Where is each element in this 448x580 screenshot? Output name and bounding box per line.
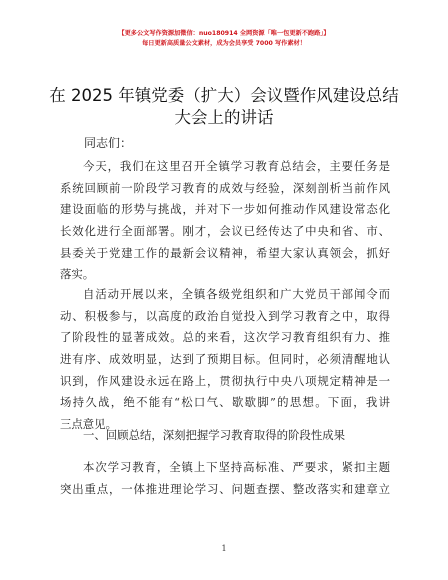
- paragraph-line: 今天，我们在这里召开全镇学习教育总结会，主要任务是: [83, 159, 390, 173]
- section-heading-text: 一、回顾总结，深刻把握学习教育取得的阶段性成果: [83, 428, 345, 442]
- promo-banner-line-1: 【更多公文写作资源加微信：nuo180914 全网资源「唯一包更新不跑路」】: [118, 30, 330, 37]
- document-title-line-1: 在 2025 年镇党委（扩大）会议暨作风建设总结: [49, 86, 399, 105]
- paragraph-line: 了阶段性的显著成效。总的来看，这次学习教育组织有力、推: [60, 330, 390, 345]
- paragraph-line: 本次学习教育，全镇上下坚持高标准、严要求，紧扣主题: [83, 460, 390, 474]
- paragraph-1: [60, 156, 390, 286]
- page-number: 1: [221, 544, 227, 553]
- paragraph-line: 三点意见。: [60, 417, 117, 432]
- paragraph-line: 场持久战，绝不能有“松口气、歇歇脚”的思想。下面，我讲: [60, 395, 390, 410]
- paragraph-line: 系统回顾前一阶段学习教育的成效与经验，深刻剖析当前作风: [60, 180, 390, 195]
- salutation: 同志们：: [84, 136, 133, 150]
- promo-banner-line-2: 每日更新高质量公文素材，成为会员享受 7000 写作素材！: [142, 40, 306, 47]
- paragraph-line: 动、积极参与，以高度的政治自觉投入到学习教育之中，取得: [60, 308, 390, 323]
- section-heading-1: [60, 425, 390, 447]
- paragraph-line: 识到，作风建设永远在路上，贯彻执行中央八项规定精神是一: [60, 373, 390, 388]
- paragraph-line: 自活动开展以来，全镇各级党组织和广大党员干部闻令而: [83, 287, 390, 301]
- paragraph-line: 突出重点，一体推进理论学习、问题查摆、整改落实和建章立: [60, 481, 390, 496]
- paragraph-line: 建设面临的形势与挑战，并对下一步如何推动作风建设常态化: [60, 202, 390, 217]
- paragraph-2: [60, 284, 390, 436]
- paragraph-line: 落实。: [60, 267, 95, 282]
- paragraph-line: 县委关于党建工作的最新会议精神，希望大家认真领会，抓好: [60, 245, 390, 260]
- document-title-line-2: 大会上的讲话: [174, 108, 274, 127]
- paragraph-line: 进有序、成效明显，达到了预期目标。但同时，必须清醒地认: [60, 352, 390, 367]
- paragraph-line: 长效化进行全面部署。刚才，会议已经传达了中央和省、市、: [60, 224, 390, 239]
- paragraph-3: [60, 457, 390, 500]
